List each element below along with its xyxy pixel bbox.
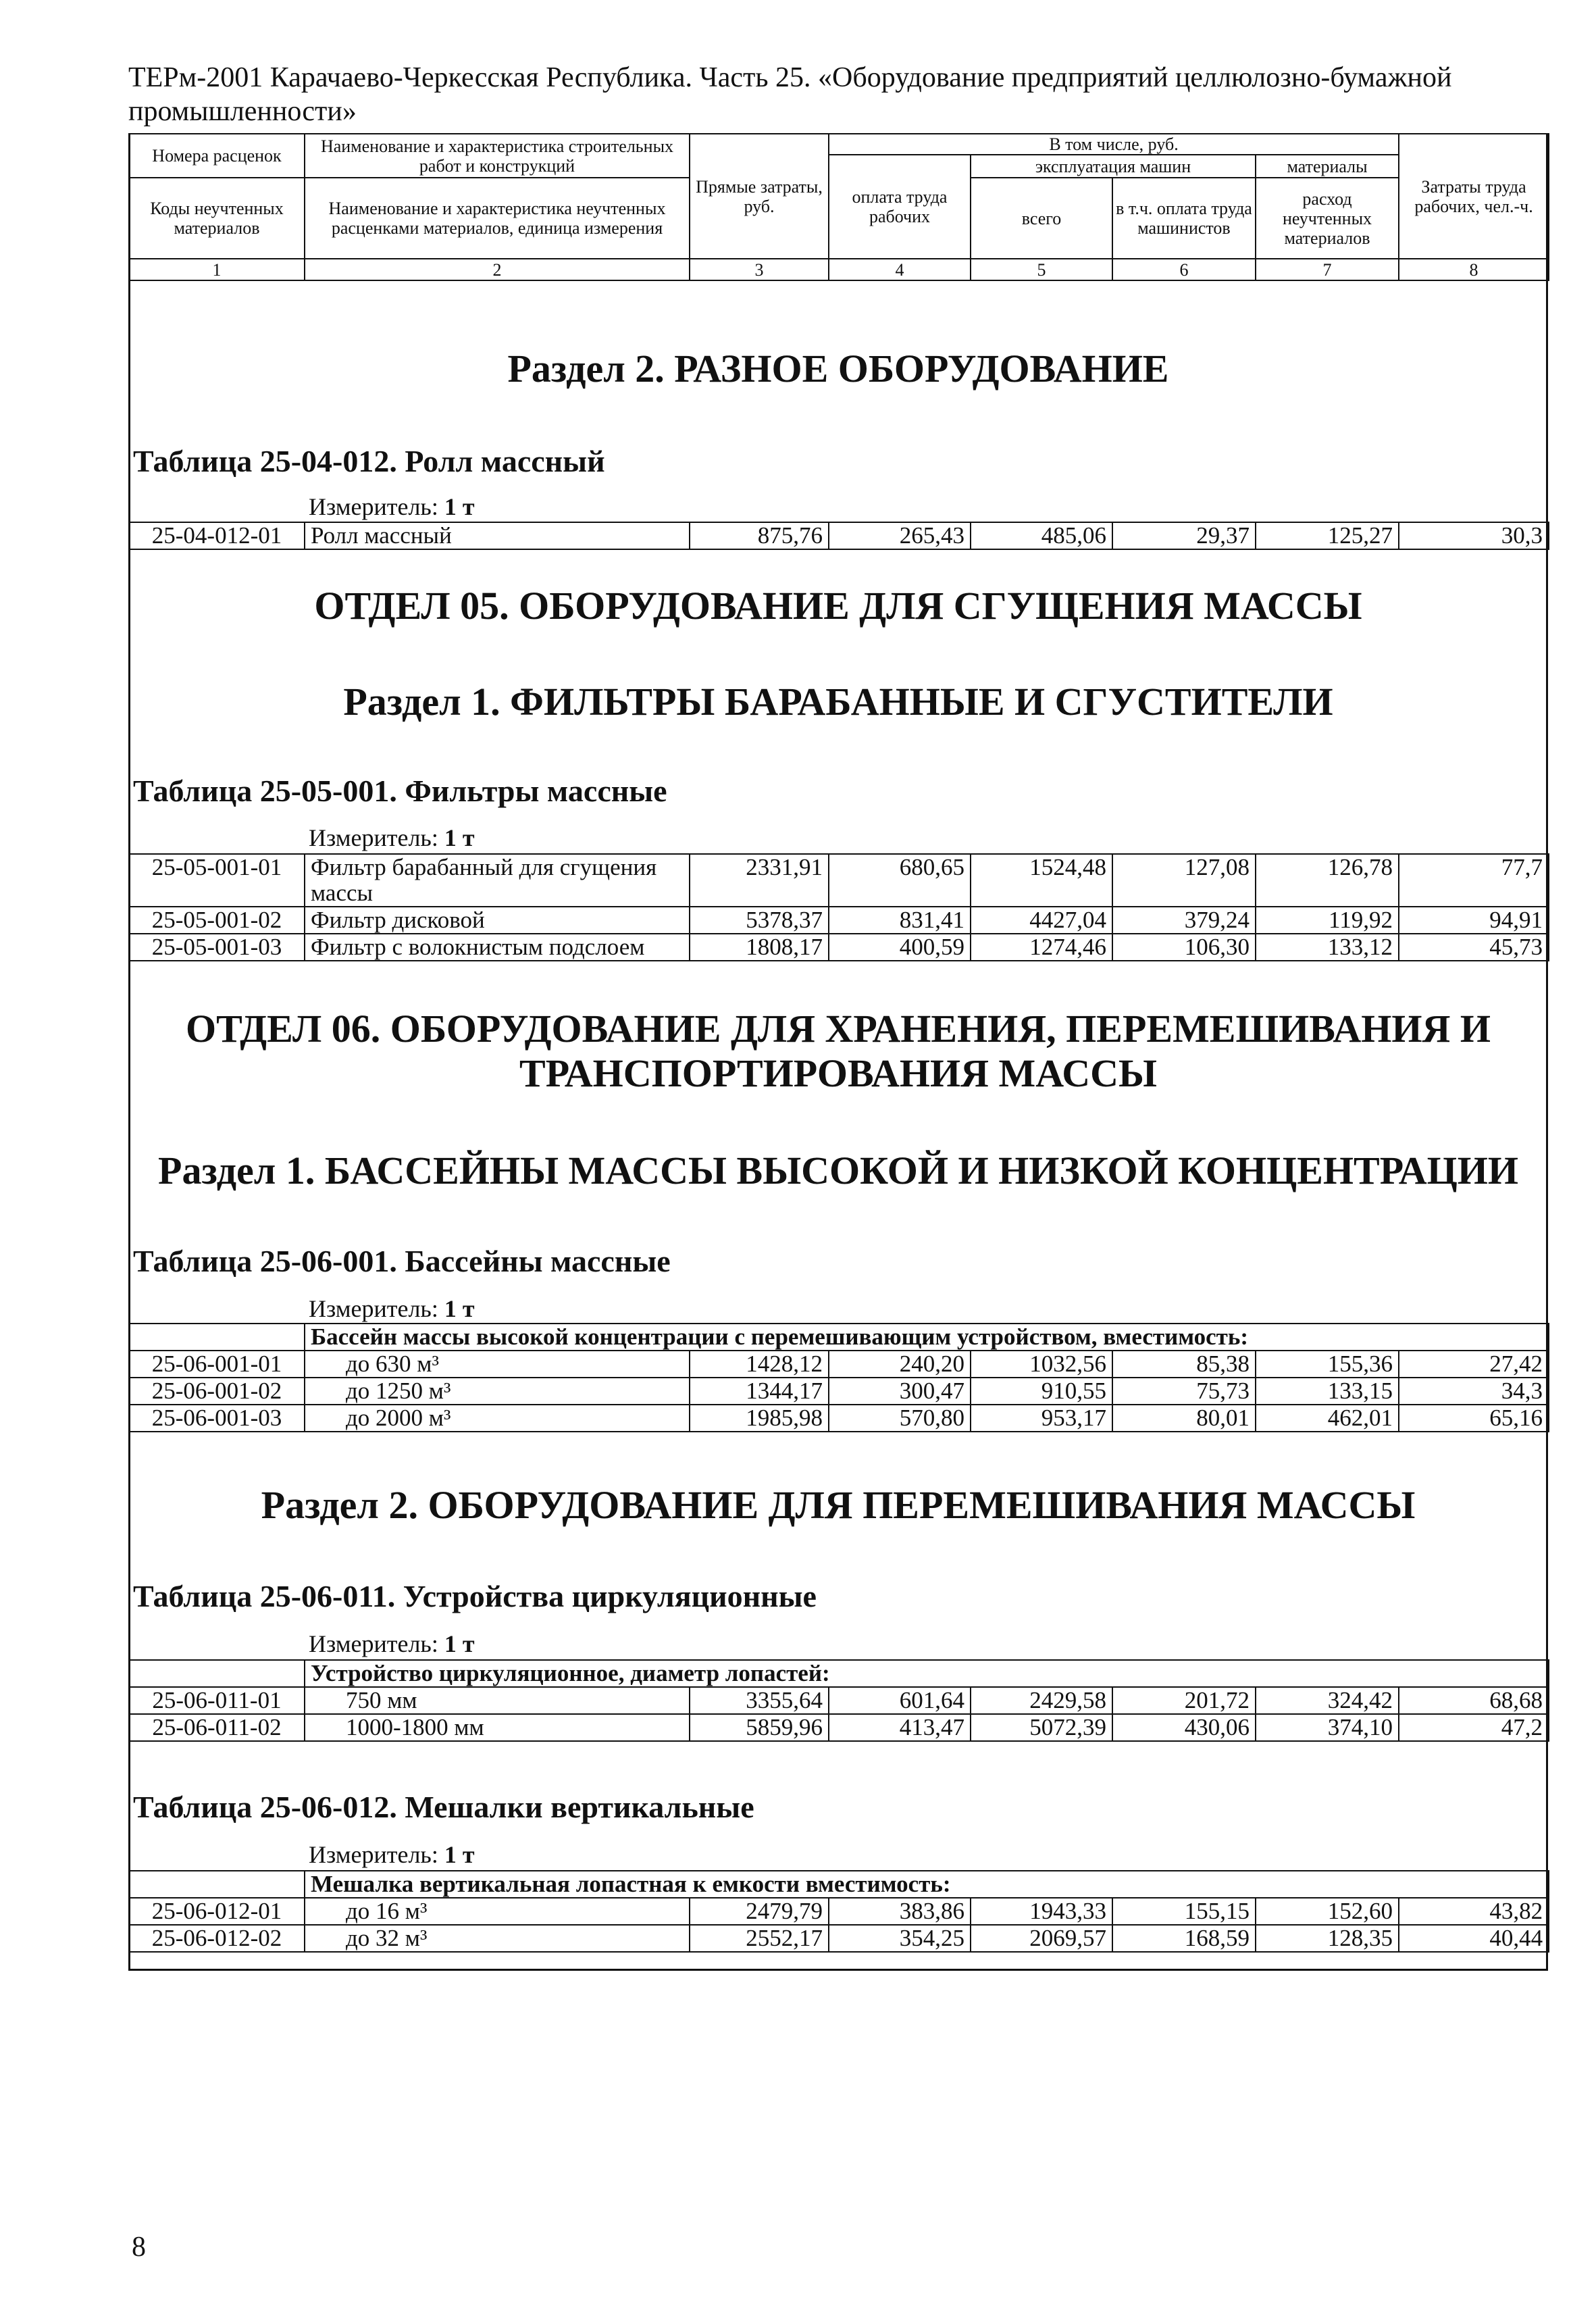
row-materials: 152,60 <box>1256 1898 1399 1925</box>
row-direct-costs: 1985,98 <box>690 1405 829 1432</box>
table-row <box>129 907 1549 934</box>
row-name: 1000-1800 мм <box>305 1714 690 1741</box>
row-name: до 16 м³ <box>305 1898 690 1925</box>
row-machines-total: 1032,56 <box>971 1351 1112 1378</box>
row-labor-hours: 43,82 <box>1399 1898 1549 1925</box>
row-name: Ролл массный <box>305 522 690 549</box>
row-code: 25-05-001-03 <box>129 934 305 961</box>
row-code: 25-05-001-01 <box>129 854 305 907</box>
col-num: 6 <box>1112 259 1256 280</box>
section-title: Раздел 1. ФИЛЬТРЫ БАРАБАННЫЕ И СГУСТИТЕЛИ <box>343 680 1333 724</box>
row-machines-total: 1524,48 <box>971 854 1112 907</box>
row-code: 25-06-011-02 <box>129 1714 305 1741</box>
otdel-title-line-2: ТРАНСПОРТИРОВАНИЯ МАССЫ <box>519 1051 1157 1095</box>
row-name: до 1250 м³ <box>305 1378 690 1405</box>
row-code: 25-04-012-01 <box>129 522 305 549</box>
row-materials: 324,42 <box>1256 1687 1399 1714</box>
row-worker-pay: 300,47 <box>829 1378 971 1405</box>
row-machinist-pay: 155,15 <box>1112 1898 1256 1925</box>
row-materials: 374,10 <box>1256 1714 1399 1741</box>
row-labor-hours: 45,73 <box>1399 934 1549 961</box>
table-row <box>129 1898 1549 1925</box>
col-materials-usage: расход неучтенных материалов <box>1256 178 1399 259</box>
data-table-25-06-001 <box>128 1323 1549 1432</box>
table-row <box>129 522 1549 549</box>
row-direct-costs: 1808,17 <box>690 934 829 961</box>
row-code: 25-06-011-01 <box>129 1687 305 1714</box>
row-machines-total: 2429,58 <box>971 1687 1112 1714</box>
row-materials: 125,27 <box>1256 522 1399 549</box>
row-labor-hours: 34,3 <box>1399 1378 1549 1405</box>
otdel-title <box>128 1007 1548 1096</box>
table-title: Таблица 25-06-001. Бассейны массные <box>133 1244 671 1278</box>
section-title: Раздел 2. РАЗНОЕ ОБОРУДОВАНИЕ <box>507 347 1169 391</box>
row-direct-costs: 2552,17 <box>690 1925 829 1952</box>
measure-unit: 1 т <box>444 1630 475 1657</box>
table-title: Таблица 25-06-011. Устройства циркуляционные <box>133 1579 817 1613</box>
row-worker-pay: 240,20 <box>829 1351 971 1378</box>
measure-line <box>309 1841 475 1868</box>
row-labor-hours: 65,16 <box>1399 1405 1549 1432</box>
measure-unit: 1 т <box>444 824 475 851</box>
row-machinist-pay: 75,73 <box>1112 1378 1256 1405</box>
row-materials: 119,92 <box>1256 907 1399 934</box>
row-machines-total: 4427,04 <box>971 907 1112 934</box>
col-codes-top: Номера расценок <box>129 134 305 178</box>
row-worker-pay: 413,47 <box>829 1714 971 1741</box>
row-machinist-pay: 430,06 <box>1112 1714 1256 1741</box>
row-labor-hours: 47,2 <box>1399 1714 1549 1741</box>
row-machinist-pay: 168,59 <box>1112 1925 1256 1952</box>
row-materials: 128,35 <box>1256 1925 1399 1952</box>
col-num: 8 <box>1399 259 1549 280</box>
row-direct-costs: 1344,17 <box>690 1378 829 1405</box>
col-num: 3 <box>690 259 829 280</box>
measure-label: Измеритель: <box>309 824 438 851</box>
row-machinist-pay: 127,08 <box>1112 854 1256 907</box>
row-direct-costs: 875,76 <box>690 522 829 549</box>
table-row <box>129 854 1549 907</box>
measure-line <box>309 1630 475 1657</box>
table-row <box>129 1714 1549 1741</box>
table-title: Таблица 25-05-001. Фильтры массные <box>133 774 667 808</box>
row-worker-pay: 354,25 <box>829 1925 971 1952</box>
table-title: Таблица 25-06-012. Мешалки вертикальные <box>133 1790 754 1824</box>
row-code: 25-06-012-01 <box>129 1898 305 1925</box>
header-line-2: промышленности» <box>128 96 357 127</box>
row-code: 25-05-001-02 <box>129 907 305 934</box>
otdel-title-line-1: ОТДЕЛ 06. ОБОРУДОВАНИЕ ДЛЯ ХРАНЕНИЯ, ПЕРЕМЕШИВАНИЯ И <box>186 1007 1491 1051</box>
col-direct-costs: Прямые затраты, руб. <box>690 134 829 259</box>
row-code: 25-06-001-01 <box>129 1351 305 1378</box>
row-machinist-pay: 29,37 <box>1112 522 1256 549</box>
data-table-25-06-011 <box>128 1659 1549 1742</box>
measure-unit: 1 т <box>444 1295 475 1322</box>
section-title: Раздел 1. БАССЕЙНЫ МАССЫ ВЫСОКОЙ И НИЗКОЙ КОНЦЕНТРАЦИИ <box>158 1149 1518 1192</box>
row-direct-costs: 5378,37 <box>690 907 829 934</box>
row-materials: 133,12 <box>1256 934 1399 961</box>
measure-label: Измеритель: <box>309 1630 438 1657</box>
row-name-line-2: массы <box>311 880 374 906</box>
row-labor-hours: 40,44 <box>1399 1925 1549 1952</box>
measure-label: Измеритель: <box>309 1841 438 1868</box>
row-materials: 133,15 <box>1256 1378 1399 1405</box>
table-row <box>129 1378 1549 1405</box>
row-machinist-pay: 106,30 <box>1112 934 1256 961</box>
row-direct-costs: 2331,91 <box>690 854 829 907</box>
col-num: 2 <box>305 259 690 280</box>
row-machines-total: 953,17 <box>971 1405 1112 1432</box>
measure-label: Измеритель: <box>309 1295 438 1322</box>
group-code-cell <box>129 1324 305 1351</box>
row-name-line-1: Фильтр барабанный для сгущения <box>311 854 657 880</box>
row-machines-total: 910,55 <box>971 1378 1112 1405</box>
table-title: Таблица 25-04-012. Ролл массный <box>133 444 605 478</box>
measure-line <box>309 824 475 851</box>
col-name-bottom: Наименование и характеристика неучтенных расценками материалов, единица измерения <box>305 178 690 259</box>
row-name: Фильтр дисковой <box>305 907 690 934</box>
col-labor-hours: Затраты труда рабочих, чел.-ч. <box>1399 134 1549 259</box>
row-code: 25-06-012-02 <box>129 1925 305 1952</box>
col-num: 5 <box>971 259 1112 280</box>
table-row <box>129 1405 1549 1432</box>
row-machines-total: 485,06 <box>971 522 1112 549</box>
table-row <box>129 934 1549 961</box>
row-machinist-pay: 201,72 <box>1112 1687 1256 1714</box>
row-worker-pay: 680,65 <box>829 854 971 907</box>
section-title: Раздел 2. ОБОРУДОВАНИЕ ДЛЯ ПЕРЕМЕШИВАНИЯ МАССЫ <box>261 1483 1416 1527</box>
row-name <box>305 854 690 907</box>
row-materials: 462,01 <box>1256 1405 1399 1432</box>
row-name: 750 мм <box>305 1687 690 1714</box>
group-code-cell <box>129 1660 305 1687</box>
row-name: до 630 м³ <box>305 1351 690 1378</box>
header-line-1: ТЕРм-2001 Карачаево-Черкесская Республика. Часть 25. «Оборудование предприятий целлюлозно-бумажной <box>128 62 1452 93</box>
col-name-top: Наименование и характеристика строительных работ и конструкций <box>305 134 690 178</box>
row-direct-costs: 1428,12 <box>690 1351 829 1378</box>
row-worker-pay: 601,64 <box>829 1687 971 1714</box>
row-materials: 126,78 <box>1256 854 1399 907</box>
col-incl: В том числе, руб. <box>829 134 1399 155</box>
row-machinist-pay: 379,24 <box>1112 907 1256 934</box>
data-table-25-05-001 <box>128 853 1549 961</box>
col-worker-pay: оплата труда рабочих <box>829 155 971 259</box>
data-table-25-06-012 <box>128 1870 1549 1953</box>
group-title: Мешалка вертикальная лопастная к емкости вместимость: <box>305 1871 1549 1898</box>
row-worker-pay: 265,43 <box>829 522 971 549</box>
row-name: Фильтр с волокнистым подслоем <box>305 934 690 961</box>
row-machinist-pay: 80,01 <box>1112 1405 1256 1432</box>
row-labor-hours: 30,3 <box>1399 522 1549 549</box>
group-title: Бассейн массы высокой концентрации с перемешивающим устройством, вместимость: <box>305 1324 1549 1351</box>
row-code: 25-06-001-02 <box>129 1378 305 1405</box>
col-materials: материалы <box>1256 155 1399 178</box>
row-direct-costs: 5859,96 <box>690 1714 829 1741</box>
row-worker-pay: 831,41 <box>829 907 971 934</box>
measure-unit: 1 т <box>444 1841 475 1868</box>
row-machines-total: 1943,33 <box>971 1898 1112 1925</box>
row-worker-pay: 570,80 <box>829 1405 971 1432</box>
row-worker-pay: 400,59 <box>829 934 971 961</box>
table-row <box>129 1925 1549 1952</box>
table-row <box>129 1351 1549 1378</box>
otdel-title: ОТДЕЛ 05. ОБОРУДОВАНИЕ ДЛЯ СГУЩЕНИЯ МАССЫ <box>314 584 1362 628</box>
measure-label: Измеритель: <box>309 493 438 520</box>
group-row <box>129 1871 1549 1898</box>
document-header <box>128 61 1547 128</box>
row-direct-costs: 2479,79 <box>690 1898 829 1925</box>
row-materials: 155,36 <box>1256 1351 1399 1378</box>
row-machines-total: 2069,57 <box>971 1925 1112 1952</box>
col-num: 7 <box>1256 259 1399 280</box>
row-worker-pay: 383,86 <box>829 1898 971 1925</box>
col-codes-bottom: Коды неучтенных материалов <box>129 178 305 259</box>
group-row <box>129 1324 1549 1351</box>
col-num: 1 <box>129 259 305 280</box>
row-machines-total: 5072,39 <box>971 1714 1112 1741</box>
col-machinist-pay: в т.ч. оплата труда машинистов <box>1112 178 1256 259</box>
table-row <box>129 1687 1549 1714</box>
measure-line <box>309 493 475 520</box>
row-machines-total: 1274,46 <box>971 934 1112 961</box>
col-num: 4 <box>829 259 971 280</box>
row-name: до 2000 м³ <box>305 1405 690 1432</box>
data-table-25-04-012 <box>128 522 1549 550</box>
row-labor-hours: 94,91 <box>1399 907 1549 934</box>
row-labor-hours: 68,68 <box>1399 1687 1549 1714</box>
col-machines: эксплуатация машин <box>971 155 1256 178</box>
column-header-table <box>128 133 1549 281</box>
page-number: 8 <box>132 2232 146 2263</box>
group-row <box>129 1660 1549 1687</box>
row-labor-hours: 27,42 <box>1399 1351 1549 1378</box>
col-machines-total: всего <box>971 178 1112 259</box>
measure-line <box>309 1295 475 1322</box>
group-code-cell <box>129 1871 305 1898</box>
group-title: Устройство циркуляционное, диаметр лопастей: <box>305 1660 1549 1687</box>
row-labor-hours: 77,7 <box>1399 854 1549 907</box>
measure-unit: 1 т <box>444 493 475 520</box>
row-code: 25-06-001-03 <box>129 1405 305 1432</box>
row-machinist-pay: 85,38 <box>1112 1351 1256 1378</box>
row-direct-costs: 3355,64 <box>690 1687 829 1714</box>
row-name: до 32 м³ <box>305 1925 690 1952</box>
